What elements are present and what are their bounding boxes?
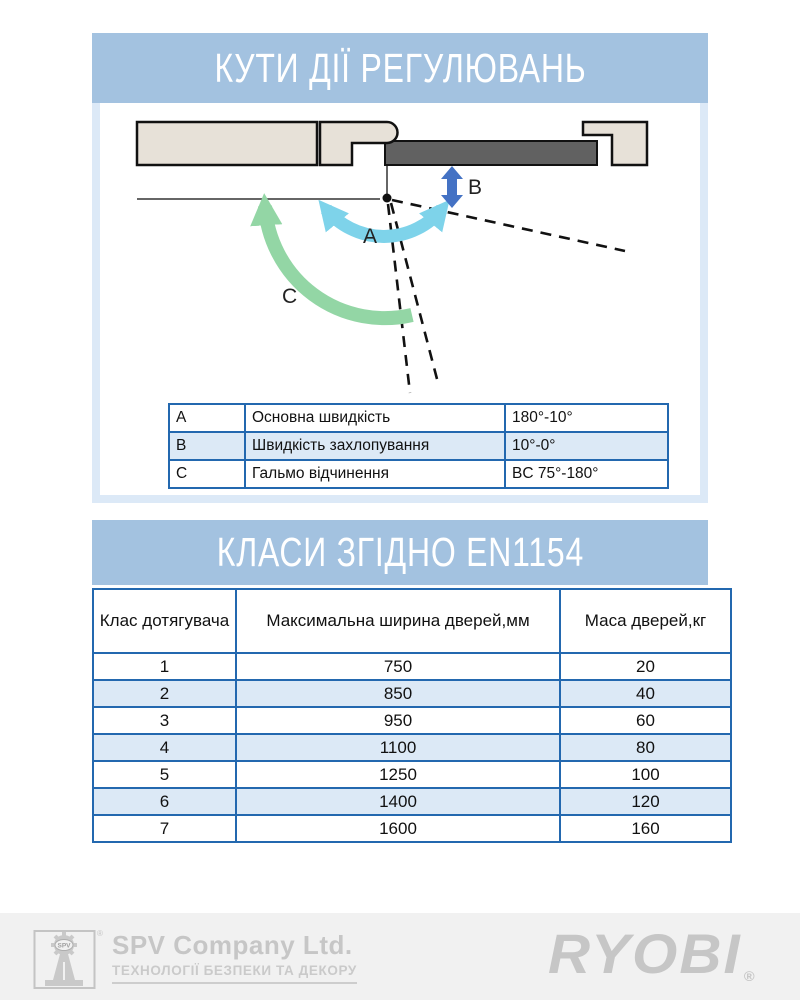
legend-key: B (169, 432, 245, 460)
legend-desc: Гальмо відчинення (245, 460, 505, 488)
table-cell: 60 (560, 707, 731, 734)
table-cell: 160 (560, 815, 731, 842)
spv-tagline: ТЕХНОЛОГІЇ БЕЗПЕКИ ТА ДЕКОРУ (112, 963, 357, 984)
header-max-width: Максимальна ширина дверей,мм (236, 589, 560, 653)
classes-title-bar (92, 520, 708, 585)
table-cell: 40 (560, 680, 731, 707)
label-a: A (363, 225, 378, 248)
table-cell: 4 (93, 734, 236, 761)
table-cell: 850 (236, 680, 560, 707)
table-cell: 100 (560, 761, 731, 788)
table-cell: 1250 (236, 761, 560, 788)
table-cell: 950 (236, 707, 560, 734)
spv-base-bar (45, 980, 83, 986)
angles-legend-table (168, 403, 669, 489)
angles-diagram-area (100, 103, 700, 495)
table-row (93, 788, 731, 815)
spv-company-name: SPV Company Ltd. (112, 930, 353, 960)
table-cell: 3 (93, 707, 236, 734)
footer (0, 913, 800, 1000)
ryobi-logo-text: RYOBI (548, 922, 742, 985)
table-cell: 1100 (236, 734, 560, 761)
label-c: C (282, 285, 298, 308)
angles-title-bar (92, 33, 708, 103)
legend-value: 10°-0° (505, 432, 668, 460)
arc-a-arrow (326, 209, 442, 236)
spv-logo-text: SPV (57, 942, 71, 950)
table-cell: 1 (93, 653, 236, 680)
table-row (93, 815, 731, 842)
legend-desc: Основна швидкість (245, 404, 505, 432)
label-b: B (468, 176, 483, 199)
classes-title: КЛАСИ ЗГІДНО EN1154 (216, 529, 584, 575)
hinge-pivot-dot (383, 194, 392, 203)
legend-row-a (169, 404, 668, 432)
door-leaf (385, 141, 597, 165)
table-cell: 1600 (236, 815, 560, 842)
legend-key: C (169, 460, 245, 488)
table-cell: 1400 (236, 788, 560, 815)
table-row (93, 680, 731, 707)
table-cell: 6 (93, 788, 236, 815)
legend-row-c (169, 460, 668, 488)
legend-value: 180°-10° (505, 404, 668, 432)
spv-reg-mark: ® (97, 929, 103, 938)
legend-row-b (169, 432, 668, 460)
legend-value: BC 75°-180° (505, 460, 668, 488)
table-row (93, 734, 731, 761)
header-mass: Маса дверей,кг (560, 589, 731, 653)
table-cell: 20 (560, 653, 731, 680)
table-row (93, 761, 731, 788)
table-cell: 750 (236, 653, 560, 680)
table-cell: 120 (560, 788, 731, 815)
ryobi-logo (548, 921, 755, 986)
table-row (93, 707, 731, 734)
ryobi-reg-mark: ® (743, 968, 757, 984)
angles-diagram-frame (92, 103, 708, 503)
arrow-b-double (441, 166, 463, 208)
table-row (93, 653, 731, 680)
en1154-classes-table (92, 588, 732, 843)
header-class: Клас дотягувача (93, 589, 236, 653)
spv-logo-icon (33, 928, 103, 990)
angles-title: КУТИ ДІЇ РЕГУЛЮВАНЬ (213, 44, 587, 91)
table-cell: 7 (93, 815, 236, 842)
table-cell: 80 (560, 734, 731, 761)
legend-desc: Швидкість захлопування (245, 432, 505, 460)
table-cell: 2 (93, 680, 236, 707)
table-header-row (93, 589, 731, 653)
table-cell: 5 (93, 761, 236, 788)
spv-company-block (112, 931, 357, 984)
legend-key: A (169, 404, 245, 432)
wall-left (137, 122, 317, 165)
